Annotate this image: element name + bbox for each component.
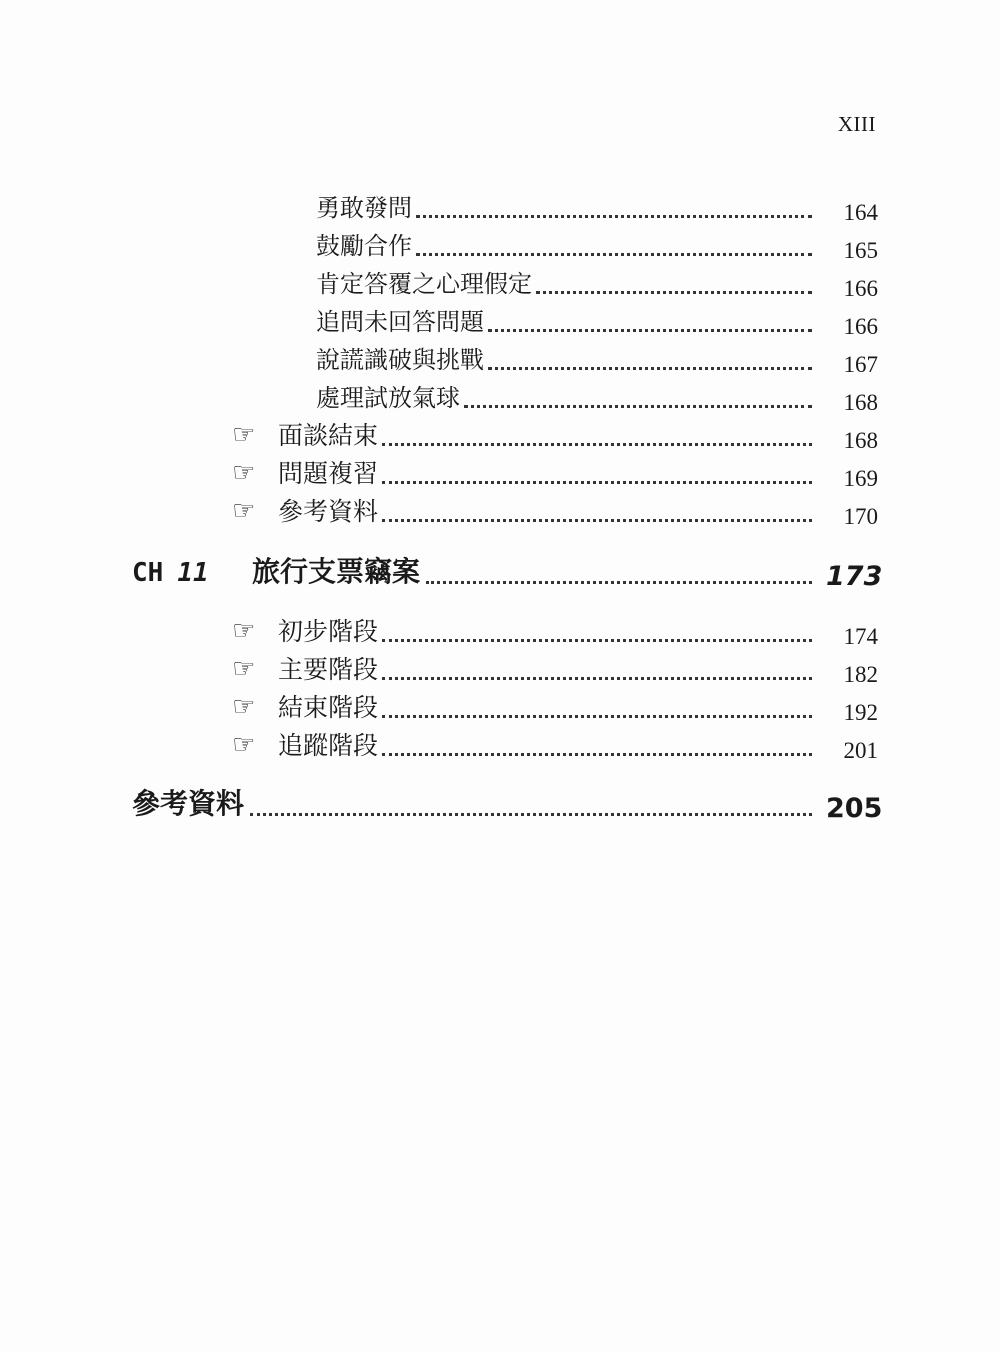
toc-entry[interactable]	[316, 226, 878, 262]
toc-entry-title: 肯定答覆之心理假定	[316, 270, 532, 298]
chapter-heading[interactable]	[132, 548, 882, 592]
references-heading[interactable]	[132, 780, 882, 824]
toc-entry[interactable]	[316, 302, 878, 338]
toc-section-entry[interactable]	[232, 492, 878, 528]
toc-entry-page: 169	[843, 466, 878, 491]
pointing-hand-icon: ☞	[232, 692, 256, 722]
toc-entry-title: 初步階段	[278, 617, 379, 646]
toc-section-entry[interactable]	[232, 688, 878, 724]
dot-leader	[382, 518, 812, 522]
toc-entry-title: 追蹤階段	[278, 731, 379, 760]
toc-entry-page: 166	[843, 314, 878, 339]
dot-leader	[382, 480, 812, 484]
dot-leader	[416, 214, 812, 218]
toc-entry-title: 處理試放氣球	[316, 384, 460, 412]
toc-entry-page: 166	[843, 276, 878, 301]
chapter-label	[132, 560, 252, 592]
toc-entry-page: 201	[843, 738, 878, 763]
dot-leader	[382, 638, 812, 642]
toc-entry-page: 164	[843, 200, 878, 225]
dot-leader	[426, 580, 812, 584]
toc-entry-title: 面談結束	[278, 421, 379, 450]
dot-leader	[382, 442, 812, 446]
toc-section-entry[interactable]	[232, 416, 878, 452]
toc-entry-title: 問題複習	[278, 459, 379, 488]
dot-leader	[250, 812, 812, 816]
dot-leader	[416, 252, 812, 256]
toc-entry-page: 168	[843, 428, 878, 453]
dot-leader	[464, 404, 812, 408]
page-number: XIII	[837, 112, 876, 136]
dot-leader	[488, 366, 812, 370]
dot-leader	[382, 676, 812, 680]
references-title: 參考資料	[132, 787, 245, 820]
toc-entry[interactable]	[316, 188, 878, 224]
chapter-number: 11	[177, 558, 209, 588]
toc-entry-title: 勇敢發問	[316, 194, 412, 222]
toc-entry-page: 168	[843, 390, 878, 415]
dot-leader	[382, 714, 812, 718]
pointing-hand-icon: ☞	[232, 730, 256, 760]
toc-entry[interactable]	[316, 340, 878, 376]
toc-entry-page: 170	[843, 504, 878, 529]
chapter-page: 173	[826, 561, 883, 592]
dot-leader	[488, 328, 812, 332]
pointing-hand-icon: ☞	[232, 654, 256, 684]
toc-entry-title: 結束階段	[278, 693, 379, 722]
toc-entry-title: 說謊識破與挑戰	[316, 346, 484, 374]
dot-leader	[536, 290, 812, 294]
pointing-hand-icon: ☞	[232, 616, 256, 646]
toc-entry-title: 追問未回答問題	[316, 308, 484, 336]
toc-entry-title: 鼓勵合作	[316, 232, 412, 260]
toc-section-entry[interactable]	[232, 612, 878, 648]
dot-leader	[382, 752, 812, 756]
references-page: 205	[826, 793, 883, 824]
chapter-title: 旅行支票竊案	[252, 555, 421, 588]
toc-entry-page: 165	[843, 238, 878, 263]
toc-entry-title: 主要階段	[278, 655, 379, 684]
toc-entry-page: 174	[843, 624, 878, 649]
toc-section-entry[interactable]	[232, 726, 878, 762]
pointing-hand-icon: ☞	[232, 496, 256, 526]
toc-entry-page: 192	[843, 700, 878, 725]
toc-section-entry[interactable]	[232, 650, 878, 686]
toc-entry-page: 182	[843, 662, 878, 687]
toc-section-entry[interactable]	[232, 454, 878, 490]
pointing-hand-icon: ☞	[232, 420, 256, 450]
toc-entry-page: 167	[843, 352, 878, 377]
toc-entry-title: 參考資料	[278, 497, 379, 526]
toc-entry[interactable]	[316, 264, 878, 300]
pointing-hand-icon: ☞	[232, 458, 256, 488]
chapter-prefix: CH	[132, 558, 164, 588]
toc-entry[interactable]	[316, 378, 878, 414]
